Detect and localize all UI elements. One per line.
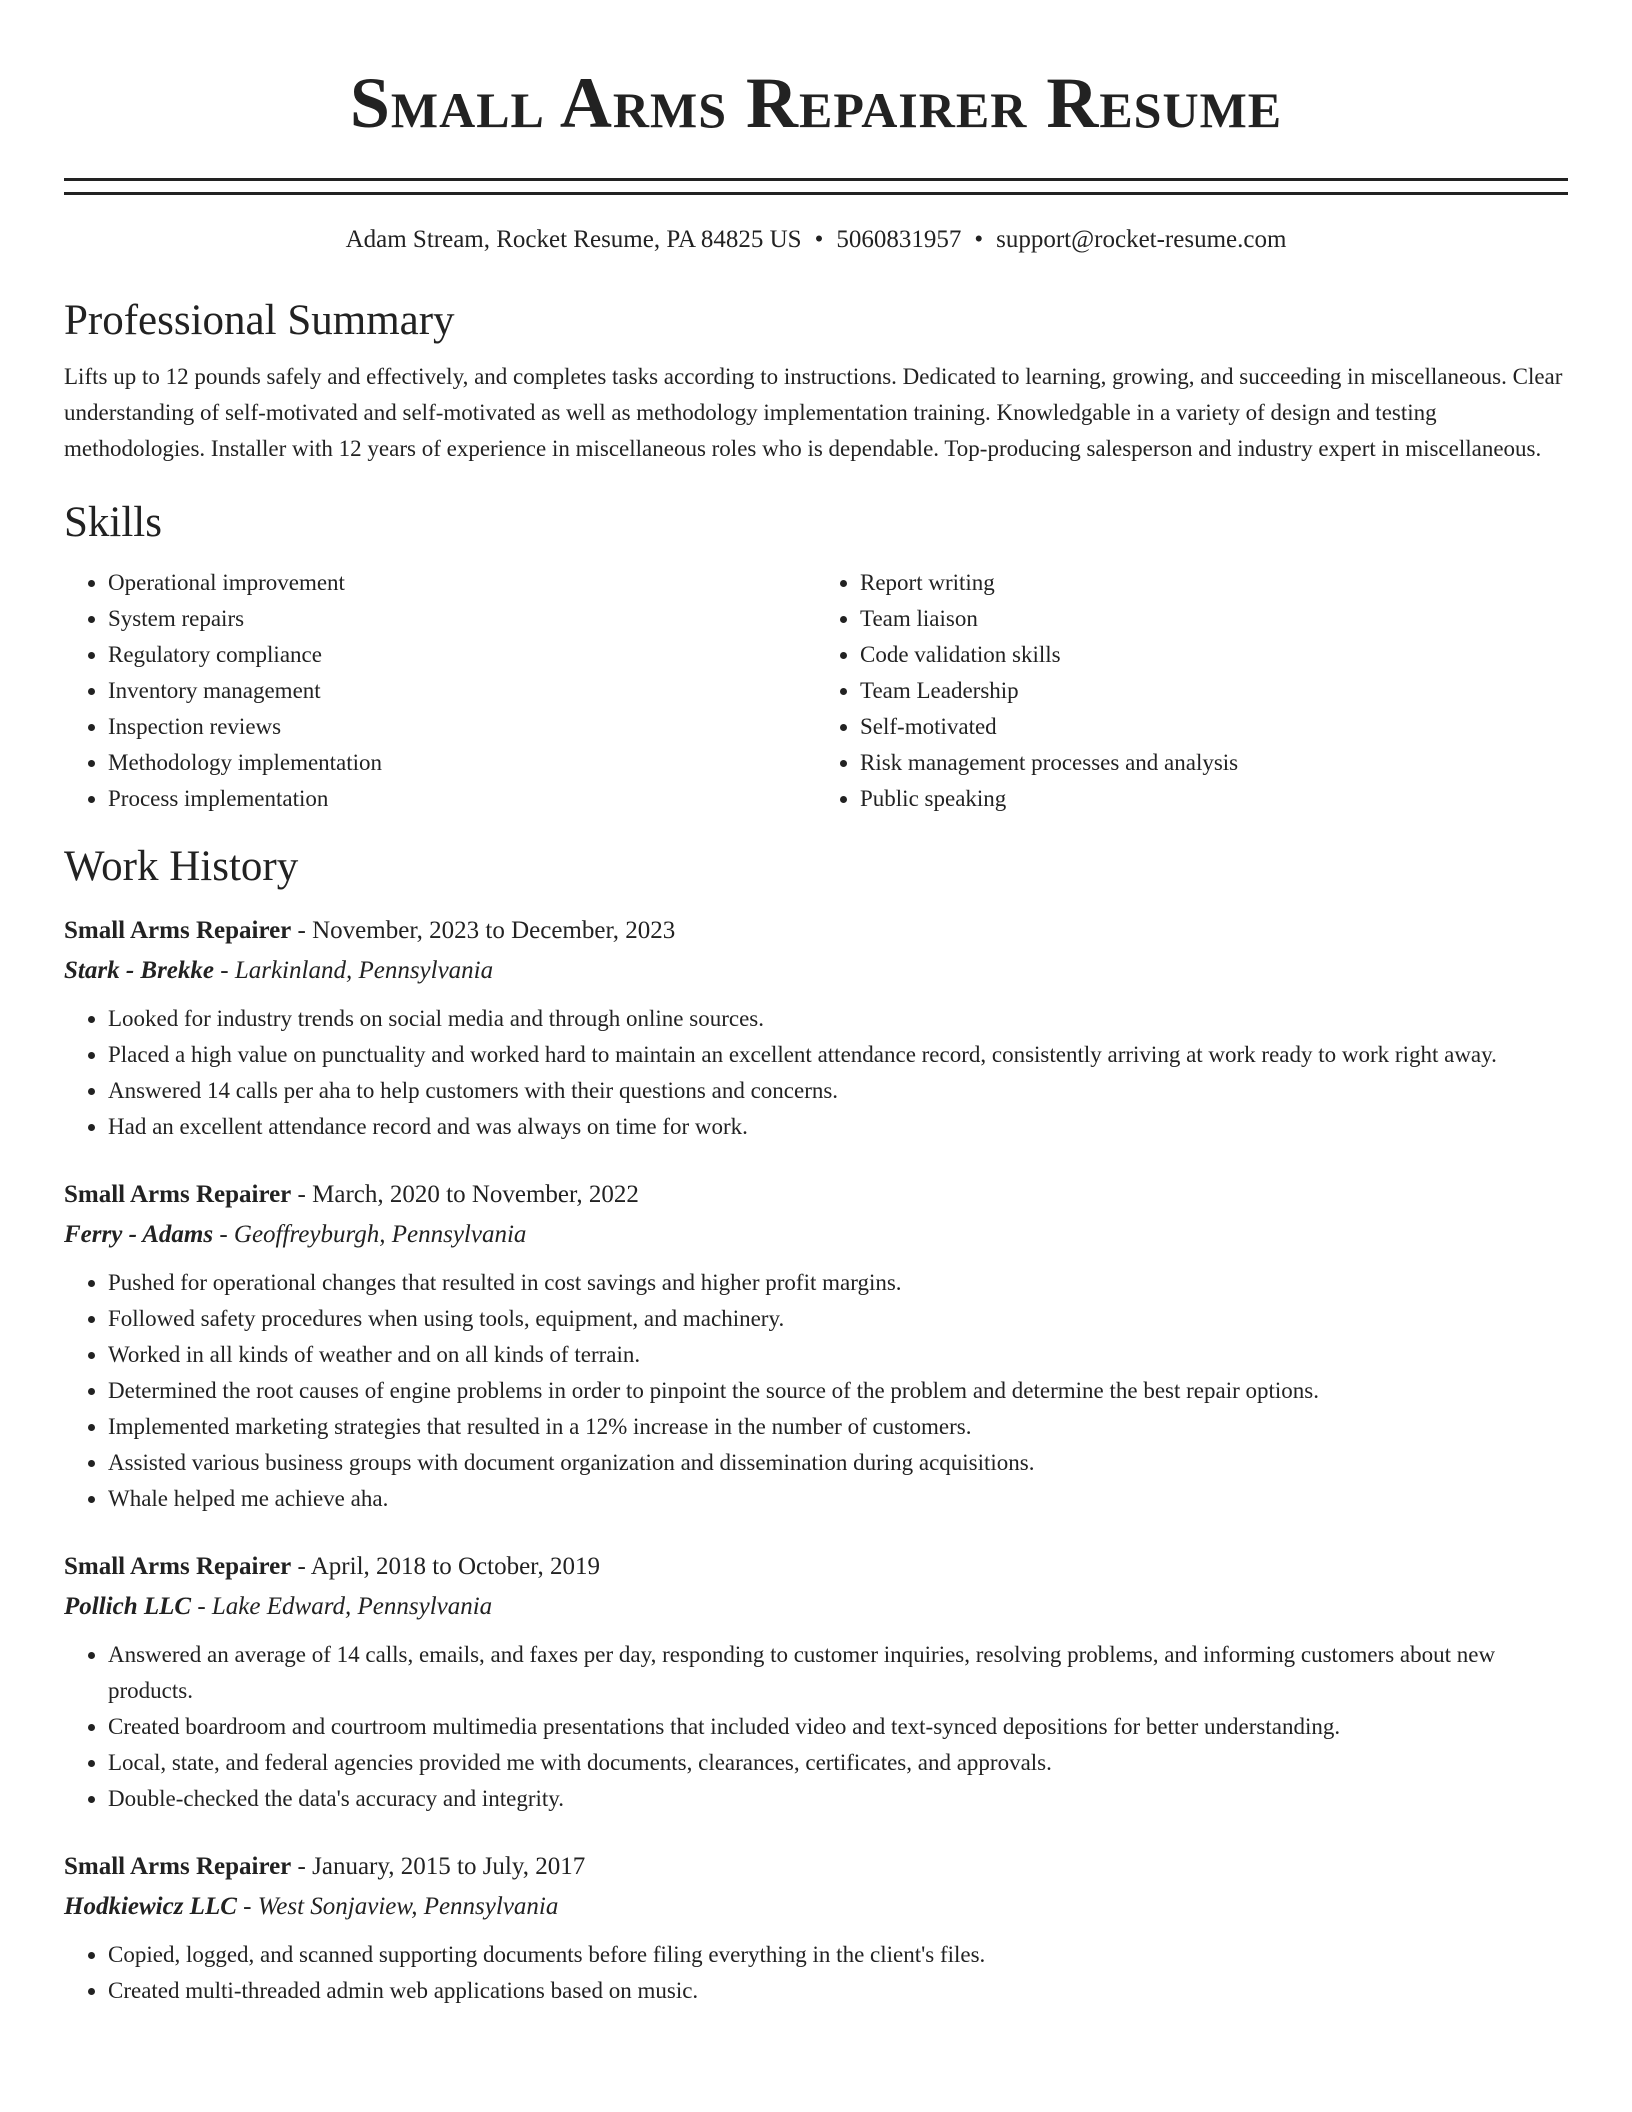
job-company-line: Hodkiewicz LLC - West Sonjaview, Pennsylvania — [64, 1893, 559, 1920]
job-bullet: • Looked for industry trends on social media and through online sources. — [108, 1001, 1568, 1037]
job-company-line: Pollich LLC - Lake Edward, Pennsylvania — [64, 1593, 493, 1620]
skills-grid — [64, 565, 1568, 817]
job-dates: November, 2023 to December, 2023 — [312, 917, 676, 944]
job-bullet: • Determined the root causes of engine problems in order to pinpoint the source of the problem and determine the best repair options. — [108, 1373, 1568, 1409]
job-company-line: Stark - Brekke - Larkinland, Pennsylvania — [64, 957, 494, 984]
contact-address: Adam Stream, Rocket Resume, PA 84825 US — [345, 226, 802, 253]
job-dates: January, 2015 to July, 2017 — [312, 1853, 586, 1880]
job-bullet: • Answered 14 calls per aha to help customers with their questions and concerns. — [108, 1073, 1568, 1109]
job-company: Ferry - Adams — [64, 1221, 214, 1248]
job-bullet: • Answered an average of 14 calls, emails, and faxes per day, responding to customer inquiries, resolving problems, and informing customers about new products. — [108, 1637, 1568, 1709]
job-bullet: • Pushed for operational changes that resulted in cost savings and higher profit margins. — [108, 1265, 1568, 1301]
summary-section — [64, 293, 1568, 467]
job-bullets — [64, 1001, 1568, 1145]
job-dates: March, 2020 to November, 2022 — [312, 1181, 639, 1208]
skill-item: • Regulatory compliance — [108, 637, 816, 673]
skill-item: • Code validation skills — [860, 637, 1568, 673]
job-bullet: • Whale helped me achieve aha. — [108, 1481, 1568, 1517]
job-bullet: • Implemented marketing strategies that resulted in a 12% increase in the number of customers. — [108, 1409, 1568, 1445]
job-dates: April, 2018 to October, 2019 — [310, 1553, 600, 1580]
skill-item: • Report writing — [860, 565, 1568, 601]
skill-item: • Team liaison — [860, 601, 1568, 637]
skill-item: • Self-motivated — [860, 709, 1568, 745]
work-history-heading: Work History — [64, 843, 299, 890]
skill-item: • Team Leadership — [860, 673, 1568, 709]
job-entry — [64, 1847, 1568, 2009]
job-entry — [64, 1175, 1568, 1517]
job-location: Geoffreyburgh, Pennsylvania — [233, 1221, 527, 1248]
skills-list-right — [816, 565, 1568, 817]
skills-section — [64, 495, 1568, 817]
job-bullet: • Followed safety procedures when using tools, equipment, and machinery. — [108, 1301, 1568, 1337]
job-title-line: Small Arms Repairer - March, 2020 to November, 2022 — [64, 1181, 639, 1208]
resume-page — [64, 0, 1568, 2009]
job-bullets — [64, 1265, 1568, 1517]
skill-item: • Methodology implementation — [108, 745, 816, 781]
job-bullet: • Copied, logged, and scanned supporting documents before filing everything in the client's files. — [108, 1937, 1568, 1973]
job-bullet: • Double-checked the data's accuracy and integrity. — [108, 1781, 1568, 1817]
skill-item: • Risk management processes and analysis — [860, 745, 1568, 781]
job-bullet: • Worked in all kinds of weather and on all kinds of terrain. — [108, 1337, 1568, 1373]
work-history-section — [64, 839, 1568, 2009]
job-company-line: Ferry - Adams - Geoffreyburgh, Pennsylvania — [64, 1221, 527, 1248]
job-company: Hodkiewicz LLC — [64, 1893, 237, 1920]
job-entry — [64, 1547, 1568, 1817]
job-bullets — [64, 1937, 1568, 2009]
job-location: Larkinland, Pennsylvania — [234, 957, 494, 984]
skill-item: • Process implementation — [108, 781, 816, 817]
summary-text: Lifts up to 12 pounds safely and effectively, and completes tasks according to instructions. Dedicated to learning, growing, and succeeding in miscellaneous. Clear understanding of self-motivated and self-motivated as well as methodology implementation training. Knowledgable in a variety of design and testing methodologies. Installer with 12 years of experience in miscellaneous roles who is dependable. Top-producing salesperson and industry expert in miscellaneous. — [64, 364, 1563, 461]
contact-line — [64, 223, 1568, 263]
job-company: Pollich LLC — [64, 1593, 192, 1620]
title-divider — [64, 178, 1568, 195]
job-bullet: • Created multi-threaded admin web applications based on music. — [108, 1973, 1568, 2009]
skill-item: • Inspection reviews — [108, 709, 816, 745]
skill-item: • Inventory management — [108, 673, 816, 709]
job-title: Small Arms Repairer — [64, 1553, 292, 1580]
job-bullet: • Local, state, and federal agencies provided me with documents, clearances, certificates, and approvals. — [108, 1745, 1568, 1781]
job-bullet: • Placed a high value on punctuality and worked hard to maintain an excellent attendance record, consistently arriving at work ready to work right away. — [108, 1037, 1568, 1073]
job-title: Small Arms Repairer — [64, 1853, 292, 1880]
summary-heading: Professional Summary — [64, 297, 455, 344]
job-bullets — [64, 1637, 1568, 1817]
job-location: West Sonjaview, Pennsylvania — [257, 1893, 559, 1920]
job-entry — [64, 911, 1568, 1145]
skills-list-left — [64, 565, 816, 817]
contact-separator: • — [814, 226, 824, 253]
job-bullet: • Created boardroom and courtroom multimedia presentations that included video and text-synced depositions for better understanding. — [108, 1709, 1568, 1745]
job-bullet: • Had an excellent attendance record and was always on time for work. — [108, 1109, 1568, 1145]
skill-item: • Operational improvement — [108, 565, 816, 601]
job-title-line: Small Arms Repairer - April, 2018 to October, 2019 — [64, 1553, 600, 1580]
job-company: Stark - Brekke — [64, 957, 214, 984]
resume-title: Small Arms Repairer Resume — [349, 63, 1283, 143]
job-title: Small Arms Repairer — [64, 1181, 292, 1208]
job-title: Small Arms Repairer — [64, 917, 292, 944]
contact-email: support@rocket-resume.com — [996, 226, 1287, 253]
contact-separator: • — [974, 226, 984, 253]
contact-phone: 5060831957 — [836, 226, 962, 253]
skills-heading: Skills — [64, 499, 162, 546]
job-title-line: Small Arms Repairer - January, 2015 to July, 2017 — [64, 1853, 586, 1880]
job-bullet: • Assisted various business groups with document organization and dissemination during acquisitions. — [108, 1445, 1568, 1481]
skill-item: • Public speaking — [860, 781, 1568, 817]
skill-item: • System repairs — [108, 601, 816, 637]
job-location: Lake Edward, Pennsylvania — [211, 1593, 493, 1620]
job-title-line: Small Arms Repairer - November, 2023 to December, 2023 — [64, 917, 676, 944]
